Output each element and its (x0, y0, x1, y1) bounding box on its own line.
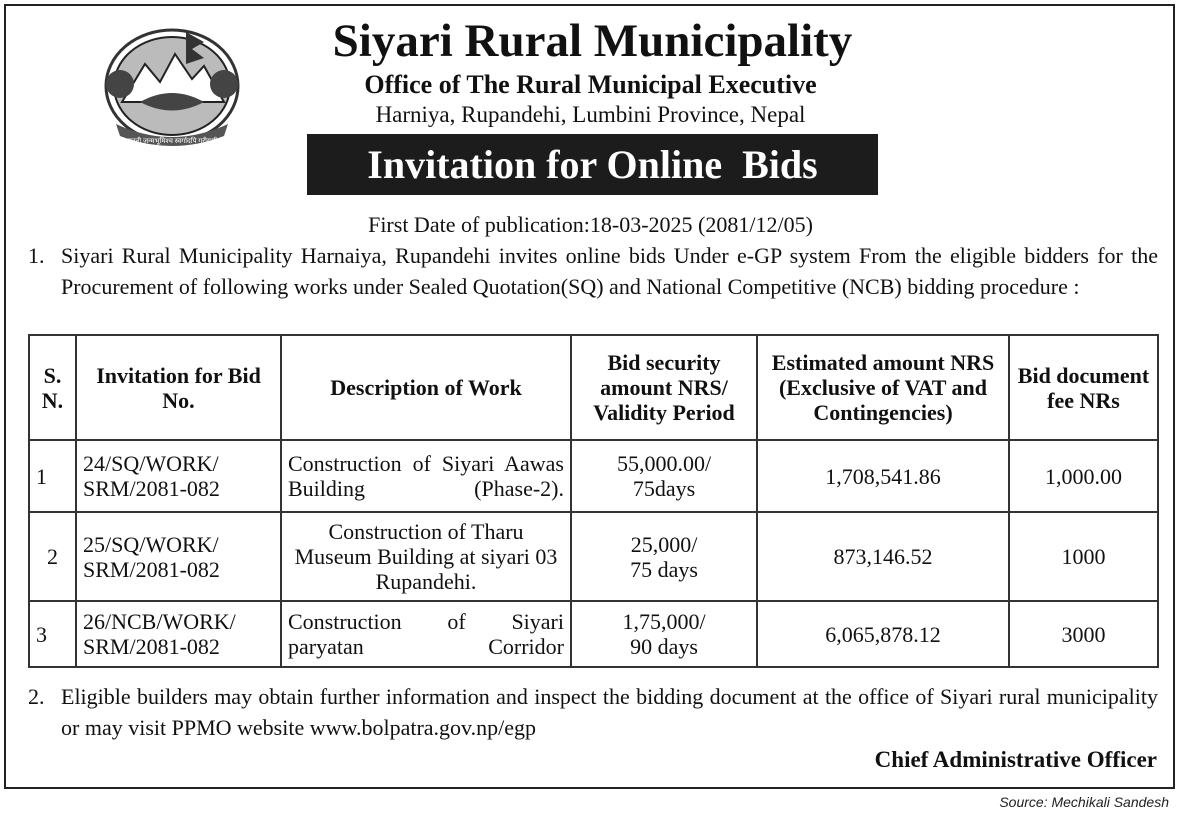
municipality-title: Siyari Rural Municipality (332, 15, 853, 67)
notice-banner: Invitation for Online Bids (307, 134, 878, 195)
office-name: Office of The Rural Municipal Executive (364, 70, 817, 99)
bids-table (28, 334, 1159, 668)
paragraph-2 (28, 681, 1158, 743)
cell-bid-no (76, 512, 281, 601)
cell-description: Construction of Siyari paryatan Corridor (281, 601, 571, 667)
cell-sn: 1 (29, 440, 76, 512)
bid-no-line: 24/SQ/WORK/ (83, 451, 219, 476)
paragraph-text: Siyari Rural Municipality Harnaiya, Rupandehi invites online bids Under e-GP system From the eligible bidders for the Procurement of following works under Sealed Quotation(SQ) and National Competitive (NCB) bidding procedure : (61, 243, 1158, 299)
validity-period: 75 days (630, 556, 698, 582)
bid-no-line: SRM/2081-082 (83, 476, 220, 501)
office-address: Harniya, Rupandehi, Lumbini Province, Nepal (375, 102, 806, 127)
security-amount: 55,000.00/ (616, 451, 712, 476)
cell-security (571, 601, 757, 667)
bid-no-line: SRM/2081-082 (83, 556, 220, 582)
signatory-title: Chief Administrative Officer (874, 747, 1157, 772)
source-credit: Source: Mechikali Sandesh (999, 794, 1169, 810)
cell-security (571, 512, 757, 601)
cell-description: Construction of Siyari Aawas Building (Phase-2). (281, 440, 571, 512)
validity-period: 75days (632, 476, 696, 501)
cell-estimate: 873,146.52 (757, 512, 1009, 601)
cell-fee: 3000 (1009, 601, 1158, 667)
cell-estimate: 6,065,878.12 (757, 601, 1009, 667)
header-fee: Bid document fee NRs (1009, 335, 1158, 440)
paragraph-number: 2. (28, 684, 45, 709)
bid-no-line: 25/SQ/WORK/ (83, 531, 219, 557)
publication-date: First Date of publication:18-03-2025 (2081/12/05) (368, 212, 813, 237)
table-row (29, 440, 1158, 512)
header-description: Description of Work (281, 335, 571, 440)
paragraph-text: Eligible builders may obtain further information and inspect the bidding document at the office of Siyari rural municipality or may visit PPMO website www.bolpatra.gov.np/egp (61, 684, 1158, 740)
validity-period: 90 days (630, 634, 698, 659)
header-security: Bid security amount NRS/ Validity Period (571, 335, 757, 440)
cell-fee: 1,000.00 (1009, 440, 1158, 512)
paragraph-number: 1. (28, 243, 45, 268)
cell-sn: 2 (29, 512, 76, 601)
cell-fee: 1000 (1009, 512, 1158, 601)
paragraph-1 (28, 240, 1158, 302)
header-bid-no: Invitation for Bid No. (76, 335, 281, 440)
security-amount: 25,000/ (630, 531, 698, 557)
table-header-row (29, 335, 1158, 440)
security-amount: 1,75,000/ (622, 609, 706, 634)
cell-security (571, 440, 757, 512)
emblem-motto: जननी जन्मभूमिश्च स्वर्गादपि गरीयसी (126, 137, 218, 145)
table-row (29, 512, 1158, 601)
cell-estimate: 1,708,541.86 (757, 440, 1009, 512)
cell-sn: 3 (29, 601, 76, 667)
header-estimate: Estimated amount NRS (Exclusive of VAT and Contingencies) (757, 335, 1009, 440)
cell-bid-no (76, 440, 281, 512)
bid-no-line: SRM/2081-082 (83, 634, 220, 659)
cell-bid-no (76, 601, 281, 667)
header-sn: S. N. (29, 335, 76, 440)
cell-description: Construction of Tharu Museum Building at siyari 03 Rupandehi. (281, 512, 571, 601)
table-row (29, 601, 1158, 667)
bid-no-line: 26/NCB/WORK/ (83, 609, 236, 634)
